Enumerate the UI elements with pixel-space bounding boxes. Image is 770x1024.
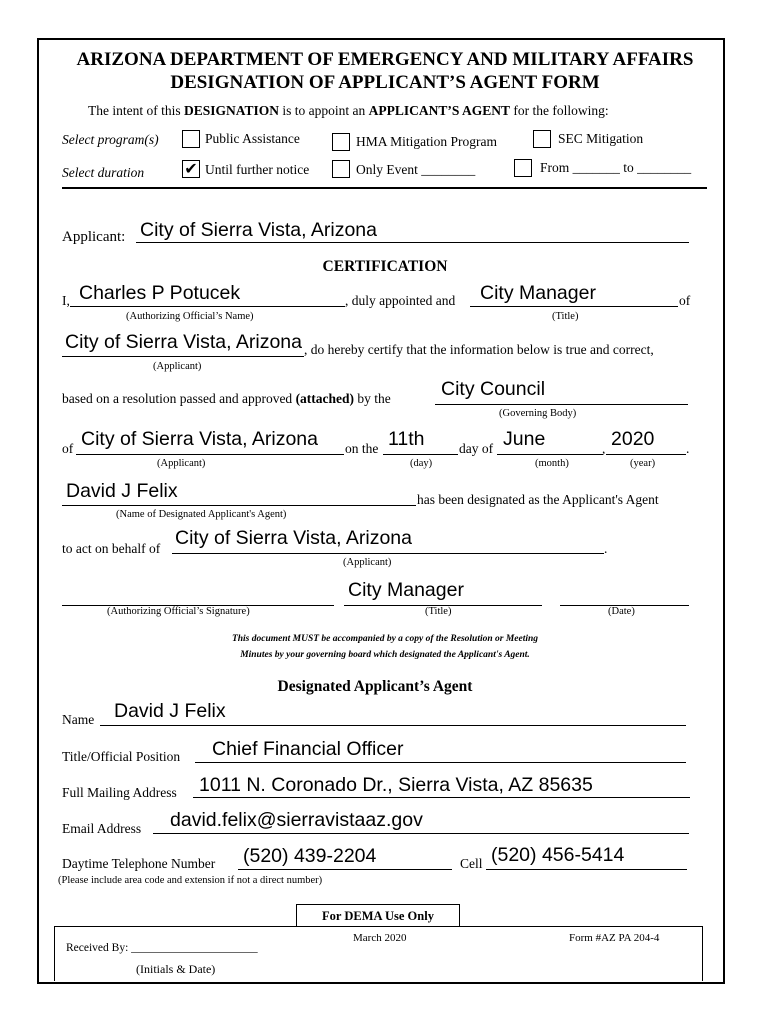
governing-body-field[interactable]: City Council: [441, 378, 546, 400]
caption-applicant-3: (Applicant): [343, 557, 392, 568]
agent-title-field[interactable]: Chief Financial Officer: [212, 738, 404, 760]
month-field[interactable]: June: [503, 428, 546, 450]
applicant-underline: [136, 242, 689, 243]
agent-address-field[interactable]: 1011 N. Coronado Dr., Sierra Vista, AZ 85635: [199, 774, 593, 796]
certification-heading: CERTIFICATION: [322, 258, 448, 275]
designated-text: has been designated as the Applicant's Agent: [417, 492, 659, 507]
caption-day: (day): [410, 458, 433, 469]
signer-title-field[interactable]: City Manager: [348, 579, 464, 601]
date-comma: ,: [602, 441, 606, 456]
certify-text: , do hereby certify that the information below is true and correct,: [304, 342, 654, 357]
agent-title-underline: [195, 762, 686, 763]
caption-applicant-2: (Applicant): [157, 458, 206, 469]
caption-governing-body: (Governing Body): [499, 408, 577, 419]
agent-address-underline: [193, 797, 690, 798]
official-name-underline: [70, 306, 345, 307]
on-the-text: on the: [345, 441, 379, 456]
form-date: March 2020: [353, 932, 407, 944]
agent-name-field-underline: [100, 725, 686, 726]
year-underline: [606, 454, 686, 455]
agent-section-heading: Designated Applicant’s Agent: [277, 678, 473, 695]
checkbox-only-event[interactable]: [332, 160, 350, 178]
checkbox-public-assistance[interactable]: [182, 130, 200, 148]
governing-body-underline: [435, 404, 688, 405]
public-assistance-label: Public Assistance: [205, 131, 300, 146]
behalf-applicant-field[interactable]: City of Sierra Vista, Arizona: [175, 527, 412, 549]
authorizing-official-name-field[interactable]: Charles P Potucek: [79, 282, 241, 304]
month-underline: [497, 454, 603, 455]
resolution-applicant-field[interactable]: City of Sierra Vista, Arizona: [81, 428, 318, 450]
certify-applicant-underline: [62, 356, 304, 357]
resolution-text: based on a resolution passed and approved (attached) by the: [62, 391, 391, 406]
behalf-period: .: [604, 541, 608, 556]
agent-address-label: Full Mailing Address: [62, 785, 177, 800]
duration-label: Select duration: [62, 165, 145, 180]
form-title-line2: DESIGNATION OF APPLICANT’S AGENT FORM: [170, 72, 600, 93]
behalf-text: to act on behalf of: [62, 541, 161, 556]
program-label: Select program(s): [62, 132, 159, 147]
caption-applicant: (Applicant): [153, 361, 202, 372]
date-period: .: [686, 441, 690, 456]
checkbox-sec-mitigation[interactable]: [533, 130, 551, 148]
agent-email-label: Email Address: [62, 821, 142, 836]
notice-line-2: Minutes by your governing board which designated the Applicant's Agent.: [240, 650, 530, 660]
of-label: of: [62, 441, 74, 456]
duly-appointed-text: , duly appointed and: [345, 293, 456, 308]
agent-phone-field[interactable]: (520) 439-2204: [243, 845, 377, 867]
designated-agent-name-field[interactable]: David J Felix: [66, 480, 178, 502]
caption-title-2: (Title): [425, 606, 452, 617]
initials-caption: (Initials & Date): [136, 962, 216, 976]
day-field[interactable]: 11th: [388, 428, 425, 450]
agent-cell-field[interactable]: (520) 456-5414: [491, 844, 625, 866]
caption-authorizing-name: (Authorizing Official’s Name): [126, 311, 254, 322]
agent-name-underline: [62, 505, 416, 506]
official-title-field[interactable]: City Manager: [480, 282, 596, 304]
caption-month: (month): [535, 458, 569, 469]
checkbox-date-range[interactable]: [514, 159, 532, 177]
year-field[interactable]: 2020: [611, 428, 655, 450]
behalf-applicant-underline: [172, 553, 604, 554]
day-underline: [383, 454, 458, 455]
agent-email-underline: [153, 833, 689, 834]
intent-statement: The intent of this DESIGNATION is to appoint an APPLICANT’S AGENT for the following:: [88, 103, 609, 118]
only-event-label: Only Event ________: [356, 162, 476, 177]
sec-mitigation-label: SEC Mitigation: [558, 131, 644, 146]
agent-phone-underline: [238, 869, 452, 870]
checkbox-hma-mitigation[interactable]: [332, 133, 350, 151]
agent-cell-underline: [486, 869, 687, 870]
applicant-label: Applicant:: [62, 229, 126, 245]
caption-date: (Date): [608, 606, 635, 617]
notice-line-1: This document MUST be accompanied by a copy of the Resolution or Meeting: [231, 634, 539, 644]
day-of-text: day of: [459, 441, 494, 456]
resolution-applicant-underline: [76, 454, 344, 455]
i-label: I,: [62, 293, 70, 308]
agent-phone-label: Daytime Telephone Number: [62, 856, 216, 871]
agent-cell-label: Cell: [460, 856, 483, 871]
date-range-label: From _______ to ________: [540, 160, 692, 175]
caption-agent-name: (Name of Designated Applicant's Agent): [116, 509, 287, 520]
certify-applicant-field[interactable]: City of Sierra Vista, Arizona: [65, 331, 302, 353]
agent-title-label: Title/Official Position: [62, 749, 181, 764]
agent-email-field[interactable]: david.felix@sierravistaaz.gov: [170, 809, 423, 831]
official-title-underline: [470, 306, 678, 307]
header-divider: [62, 187, 707, 189]
caption-signature: (Authorizing Official’s Signature): [107, 606, 250, 617]
form-number: Form #AZ PA 204-4: [569, 932, 660, 944]
checkbox-until-further-notice[interactable]: ✔: [182, 160, 200, 178]
caption-title: (Title): [552, 311, 579, 322]
of-text: of: [679, 293, 691, 308]
agent-name-field[interactable]: David J Felix: [114, 700, 226, 722]
received-by-field[interactable]: Received By: ______________________: [66, 942, 258, 954]
caption-year: (year): [630, 458, 656, 469]
agent-name-label: Name: [62, 712, 95, 727]
phone-note: (Please include area code and extension if not a direct number): [58, 875, 323, 886]
dema-use-label: For DEMA Use Only: [296, 904, 460, 926]
hma-mitigation-label: HMA Mitigation Program: [356, 134, 497, 149]
until-further-notice-label: Until further notice: [205, 162, 310, 177]
form-title-line1: ARIZONA DEPARTMENT OF EMERGENCY AND MILITARY AFFAIRS: [76, 49, 694, 70]
applicant-field[interactable]: City of Sierra Vista, Arizona: [140, 219, 377, 241]
